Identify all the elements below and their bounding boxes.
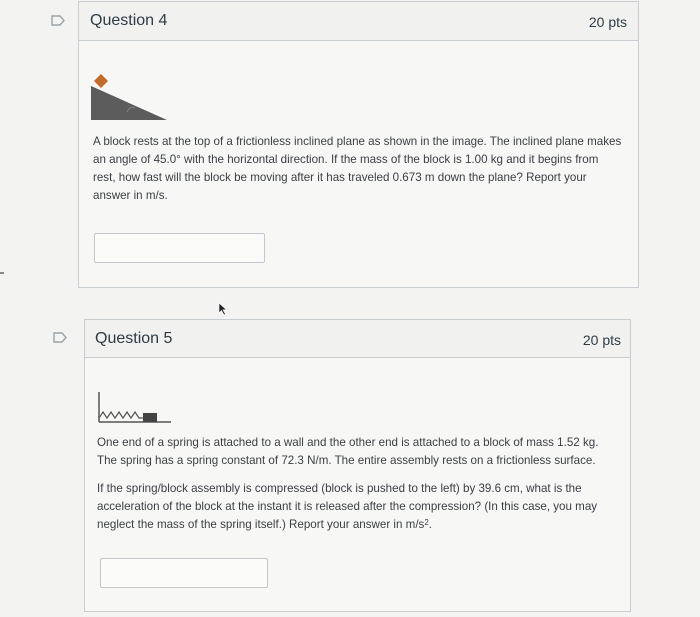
question-4-answer-input[interactable] (94, 233, 265, 263)
question-5-paragraph-1: One end of a spring is attached to a wall and the other end is attached to a block of mass 1.52 kg. The spring has a spring constant of 72.3 N/m. The entire assembly rests on a frictionless surface. (97, 436, 599, 467)
question-4-points: 20 pts (588, 14, 627, 30)
page-edge-mark (0, 272, 4, 274)
inclined-plane-figure (91, 72, 169, 122)
question-5-header (85, 320, 630, 358)
question-4-card (78, 1, 639, 288)
question-4-title: Question 4 (90, 12, 168, 29)
flag-question-icon[interactable] (51, 15, 65, 26)
question-5-paragraph-2: If the spring/block assembly is compressed (block is pushed to the left) by 39.6 cm, what is the acceleration of the block at the instant it is released after the compression? (In this case, you may neglect the mass of the spring itself.) Report your answer in $m/s^2$. (97, 482, 598, 531)
question-5-card (84, 319, 631, 612)
question-5-points: 20 pts (582, 332, 621, 348)
question-4-header (79, 2, 638, 41)
question-4-body: A block rests at the top of a frictionless inclined plane as shown in the image. The inclined plane makes an angle of 45.0° with the horizontal direction. If the mass of the block is 1.00 kg and it begins from rest, how fast will the block be moving after it has traveled 0.673 m down the plane? Report your answer in m/s. (93, 135, 622, 202)
question-5-text (97, 434, 612, 534)
spring-block-figure (97, 390, 177, 426)
mouse-cursor-icon (218, 302, 228, 316)
question-5-answer-input[interactable] (100, 558, 268, 588)
question-5-title: Question 5 (95, 330, 173, 347)
question-4-text (93, 133, 623, 205)
flag-question-icon[interactable] (53, 332, 67, 343)
